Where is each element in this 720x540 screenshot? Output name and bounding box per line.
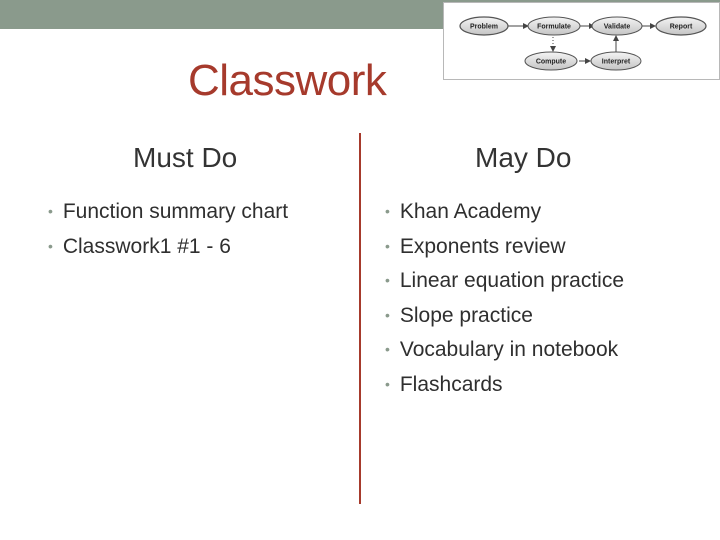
list-item — [385, 367, 624, 402]
list-item-text: Function summary chart — [62, 200, 289, 223]
list-item-text: Classwork1 #1 - 6 — [62, 234, 231, 258]
list-item — [385, 194, 624, 229]
bullet-icon: • — [48, 237, 53, 254]
bullet-icon: • — [385, 375, 390, 392]
svg-text:Report: Report — [669, 23, 693, 31]
bullet-icon: • — [385, 306, 390, 323]
must-do-list — [48, 194, 288, 263]
column-divider — [359, 133, 361, 504]
list-item — [48, 194, 288, 229]
svg-text:Interpret: Interpret — [601, 58, 631, 66]
diagram-node-formulate — [528, 17, 580, 35]
bullet-icon: • — [385, 341, 390, 358]
bullet-icon: • — [385, 272, 390, 289]
modeling-cycle-diagram — [443, 2, 720, 80]
bullet-icon: • — [385, 203, 390, 219]
svg-text:Problem: Problem — [469, 23, 499, 31]
list-item — [385, 298, 624, 333]
list-item-text: Flashcards — [399, 372, 503, 396]
svg-text:Validate: Validate — [603, 23, 631, 31]
list-item-text: Vocabulary in notebook — [399, 338, 619, 362]
list-item — [385, 229, 624, 264]
list-item — [385, 332, 624, 367]
bullet-icon: • — [385, 237, 390, 254]
may-do-list — [385, 194, 624, 402]
svg-text:Compute: Compute — [535, 58, 567, 66]
list-item — [48, 229, 288, 264]
diagram-node-compute — [525, 52, 577, 70]
diagram-node-interpret — [591, 52, 641, 70]
list-item-text: Khan Academy — [399, 200, 542, 223]
slide-title: Classwork — [188, 56, 387, 105]
diagram-node-validate — [592, 17, 642, 35]
list-item-text: Exponents review — [399, 234, 566, 258]
list-item-text: Linear equation practice — [399, 269, 624, 293]
diagram-node-problem — [460, 17, 508, 35]
bullet-icon: • — [48, 203, 53, 219]
list-item — [385, 263, 624, 298]
may-do-heading: May Do — [475, 142, 572, 173]
list-item-text: Slope practice — [399, 303, 533, 327]
must-do-heading: Must Do — [133, 142, 238, 173]
svg-text:Formulate: Formulate — [537, 23, 571, 31]
diagram-node-report — [656, 17, 706, 35]
